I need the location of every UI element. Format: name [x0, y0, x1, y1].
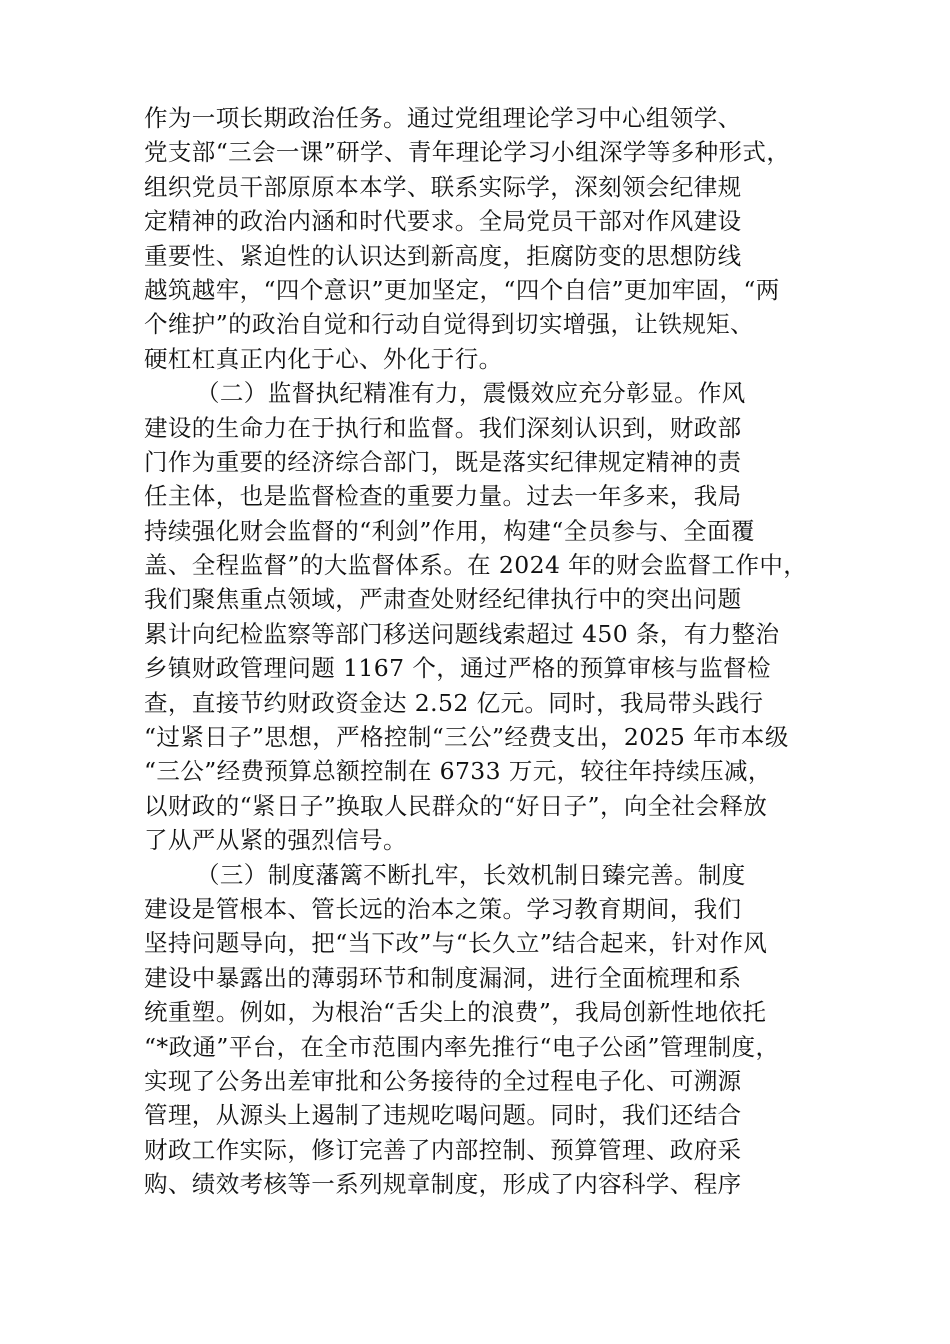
text-line: 查，直接节约财政资金达 2.52 亿元。同时，我局带头践行 — [144, 688, 764, 717]
text-line: 统重塑。例如，为根治“舌尖上的浪费”，我局创新性地依托 — [144, 998, 767, 1027]
text-line: 党支部“三会一课”研学、青年理论学习小组深学等多种形式， — [144, 138, 791, 167]
text-line: 定精神的政治内涵和时代要求。全局党员干部对作风建设 — [144, 207, 742, 236]
text-line: “过紧日子”思想，严格控制“三公”经费支出，2025 年市本级 — [144, 723, 789, 752]
text-line: 累计向纪检监察等部门移送问题线索超过 450 条，有力整治 — [144, 619, 780, 648]
text-line: 任主体，也是监督检查的重要力量。过去一年多来，我局 — [144, 482, 742, 511]
text-line: 实现了公务出差审批和公务接待的全过程电子化、可溯源 — [144, 1066, 742, 1095]
text-line: “三公”经费预算总额控制在 6733 万元，较往年持续压减， — [144, 757, 772, 786]
text-line: 作为一项长期政治任务。通过党组理论学习中心组领学、 — [144, 104, 742, 132]
text-line: 管理，从源头上遏制了违规吃喝问题。同时，我们还结合 — [144, 1101, 742, 1130]
text-line: 了从严从紧的强烈信号。 — [144, 826, 407, 855]
text-line: “*政通”平台，在全市范围内率先推行“电子公函”管理制度， — [144, 1032, 780, 1061]
text-line: 购、绩效考核等一系列规章制度，形成了内容科学、程序 — [144, 1170, 742, 1199]
text-line: 乡镇财政管理问题 1167 个，通过严格的预算审核与监督检 — [144, 654, 771, 683]
text-line: 盖、全程监督”的大监督体系。在 2024 年的财会监督工作中， — [144, 551, 808, 580]
body-text — [144, 101, 824, 1202]
text-line: 组织党员干部原原本本学、联系实际学，深刻领会纪律规 — [144, 172, 742, 201]
text-line: 个维护”的政治自觉和行动自觉得到切实增强，让铁规矩、 — [144, 310, 754, 339]
text-line: 建设的生命力在于执行和监督。我们深刻认识到，财政部 — [144, 413, 742, 442]
text-line: 建设是管根本、管长远的治本之策。学习教育期间，我们 — [144, 894, 742, 923]
text-line: 坚持问题导向，把“当下改”与“长久立”结合起来，针对作风 — [144, 929, 768, 958]
text-line: 门作为重要的经济综合部门，既是落实纪律规定精神的责 — [144, 447, 742, 476]
text-line: 建设中暴露出的薄弱环节和制度漏洞，进行全面梳理和系 — [144, 963, 742, 992]
text-line: 我们聚焦重点领域，严肃查处财经纪律执行中的突出问题 — [144, 585, 742, 614]
text-line: 持续强化财会监督的“利剑”作用，构建“全员参与、全面覆 — [144, 516, 755, 545]
text-line: 重要性、紧迫性的认识达到新高度，拒腐防变的思想防线 — [144, 241, 742, 270]
section-heading-line: （三）制度藩篱不断扎牢，长效机制日臻完善。制度 — [196, 860, 746, 889]
text-line: 硬杠杠真正内化于心、外化于行。 — [144, 344, 503, 373]
text-line: 越筑越牢，“四个意识”更加坚定，“四个自信”更加牢固，“两 — [144, 275, 780, 304]
text-line: 以财政的“紧日子”换取人民群众的“好日子”，向全社会释放 — [144, 791, 768, 820]
text-line: 财政工作实际，修订完善了内部控制、预算管理、政府采 — [144, 1135, 742, 1164]
section-heading-line: （二）监督执纪精准有力，震慑效应充分彰显。作风 — [196, 379, 746, 408]
